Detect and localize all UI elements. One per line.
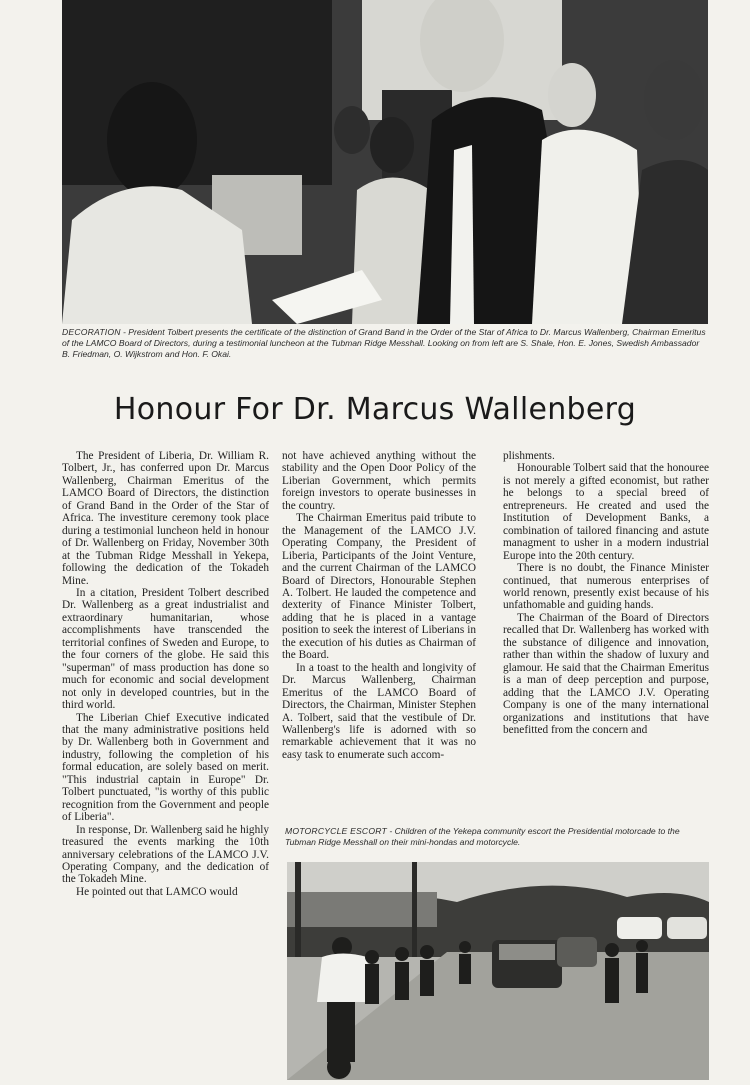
- motorcycle-caption-text: - Children of the Yekepa community escort the Presidential motorcade to the Tubman Ridge Messhall on their mini-hondas and motorcycle.: [285, 826, 680, 847]
- article-paragraph: plishments.: [503, 450, 555, 462]
- article-paragraph: Honourable Tolbert said that the honouree is not merely a gifted economist, but rather he belongs to a special breed of entrepreneurs. He created and used the Institution of Development Banks, a combination of tailored financing and astute managment to usher in a modern industrial Europe into the 20th century.: [503, 462, 709, 562]
- article-paragraph: The Chairman Emeritus paid tribute to the Management of the LAMCO J.V. Operating Company, the President of Liberia, Participants of the Joint Venture, and the current Chairman of the LAMCO Board of Directors, Honourable Stephen A. Tolbert. He lauded the competence and dexterity of Finance Minister Tolbert, adding that he is placed in a vantage position to seek the interest of Liberians in the execution of his duties as Chairman of the Board.: [282, 512, 476, 662]
- motorcycle-caption: [285, 826, 710, 848]
- motorcycle-escort-photo-illustration: [287, 862, 709, 1080]
- motorcycle-escort-photo: [287, 862, 709, 1080]
- motorcycle-caption-label: MOTORCYCLE ESCORT: [285, 826, 387, 836]
- article-paragraph: not have achieved anything without the stability and the Open Door Policy of the Liberian Government, which permits foreign investors to operate businesses in the country.: [282, 450, 476, 512]
- article-paragraph: He pointed out that LAMCO would: [76, 885, 238, 898]
- article-column-1: [62, 450, 269, 898]
- decoration-photo: [62, 0, 708, 324]
- article-paragraph: In response, Dr. Wallenberg said he highly treasured the events marking the 10th anniversary celebrations of the LAMCO J.V. Operating Company, and the dedication of the Tokadeh Mine.: [62, 823, 269, 886]
- decoration-caption-text: - President Tolbert presents the certificate of the distinction of Grand Band in the Order of the Star of Africa to Dr. Marcus Wallenberg, Chairman Emeritus of the LAMCO Board of Directors, during a testimonial luncheon at the Tubman Ridge Messhall. Looking on from left are S. Shale, Hon. E. Jones, Swedish Ambassador B. Friedman, O. Wijkstrom and Hon. F. Okai.: [62, 327, 706, 359]
- article-paragraph: The President of Liberia, Dr. William R. Tolbert, Jr., has conferred upon Dr. Marcus Wallenberg, Chairman Emeritus of the LAMCO Board of Directors, the distinction of Grand Band in the Order of the Star of Africa. The investiture ceremony took place during a testimonial luncheon held in honour of Dr. Wallenberg on Friday, November 30th at the Tubman Ridge Messhall in Yekepa, following the dedication of the Tokadeh Mine.: [62, 450, 269, 587]
- decoration-photo-illustration: [62, 0, 708, 324]
- article-paragraph: In a citation, President Tolbert described Dr. Wallenberg as a great industrialist and extraordinary humanitarian, whose accomplishments have transcended the territorial confines of Sweden and Europe, to the four corners of the globe. He said this "superman" of mass production has done so much for economic and social development not only in developed countries, but in the third world.: [62, 586, 269, 712]
- decoration-caption: [62, 327, 708, 360]
- article-paragraph: The Chairman of the Board of Directors recalled that Dr. Wallenberg has worked with the substance of diligence and innovation, rather than within the shadow of luxury and glamour. He said that the Chairman Emeritus is a man of deep perception and purpose, adding that the LAMCO J.V. Operating Company is one of the many international organizations and institutions that have benefitted from the concern and: [503, 611, 709, 736]
- article-column-2: [282, 450, 476, 761]
- article-paragraph: There is no doubt, the Finance Minister continued, that numerous enterprises of world renown, presently exist because of his unfathomable and guiding hands.: [503, 562, 709, 612]
- article-headline: Honour For Dr. Marcus Wallenberg: [113, 392, 637, 427]
- article-paragraph: The Liberian Chief Executive indicated that the many administrative positions held by Dr. Wallenberg both in Government and industry, following the completion of his formal education, are solely based on merit. "This industrial captain in Europe" Dr. Tolbert punctuated, "is worthy of this public recognition from the Government and people of Liberia".: [62, 711, 269, 824]
- article-paragraph: In a toast to the health and longivity of Dr. Marcus Wallenberg, Chairman Emeritus of the LAMCO Board of Directors, the Chairman, Minister Stephen A. Tolbert, said that the vestibule of Dr. Wallenberg's life is adorned with so remarkable achievement that it was no easy task to enumerate such accom-: [282, 661, 476, 761]
- decoration-caption-label: DECORATION: [62, 327, 121, 337]
- article-column-3: [503, 450, 709, 736]
